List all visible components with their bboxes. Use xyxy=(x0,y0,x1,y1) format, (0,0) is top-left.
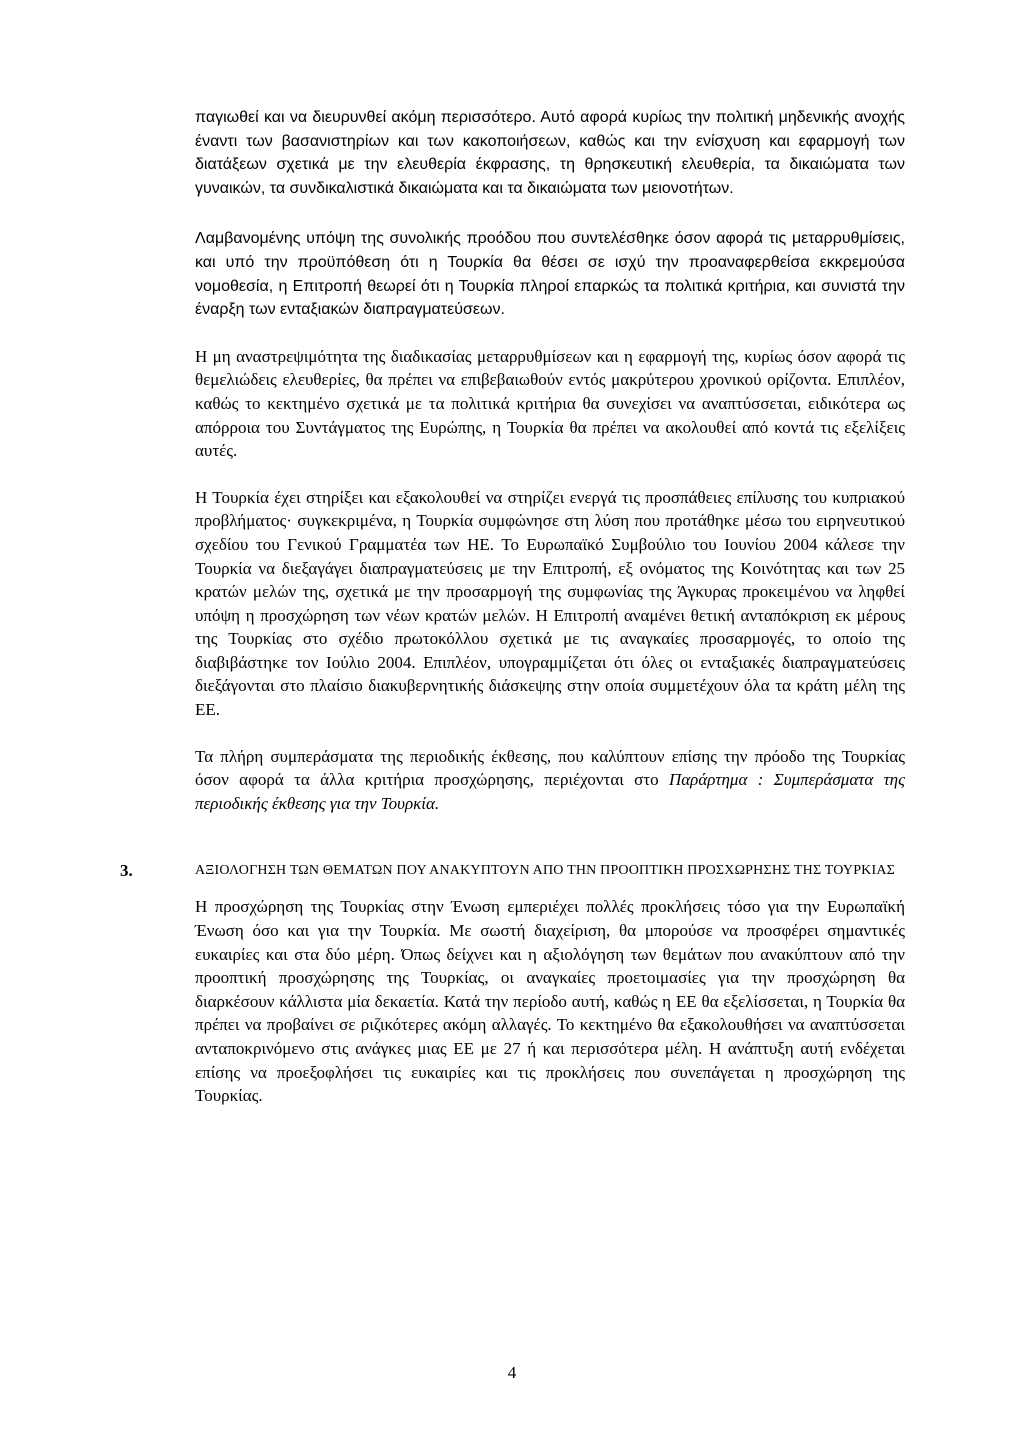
paragraph-accession-challenges: Η προσχώρηση της Τουρκίας στην Ένωση εμπεριέχει πολλές προκλήσεις τόσο για την Ευρωπαϊκή Ένωση όσο και για την Τουρκία. Με σωστή διαχείριση, θα μπορούσε να προσφέρει σημαντικές ευκαιρίες και στα δύο μέρη. Όπως δείχνει και η αξιολόγηση των θεμάτων που ανακύπτουν από την προοπτική προσχώρησης της Τουρκίας, οι αναγκαίες προετοιμασίες για την προσχώρηση θα διαρκέσουν κάλλιστα μία δεκαετία. Κατά την περίοδο αυτή, καθώς η ΕΕ θα εξελίσσεται, η Τουρκία θα πρέπει να προβαίνει σε ριζικότερες ακόμη αλλαγές. Το κεκτημένο θα εξακολουθήσει να αναπτύσσεται ανταποκρινόμενο στις ανάγκες μιας ΕΕ με 27 ή και περισσότερα μέλη. Η ανάπτυξη αυτή ενδέχεται επίσης να προεξοφλήσει τις ευκαιρίες και τις προκλήσεις που συνεπάγεται η προσχώρηση της Τουρκίας. xyxy=(195,897,905,1106)
conclusions-text: Τα πλήρη συμπεράσματα της περιοδικής έκθεσης, που καλύπτουν επίσης την πρόοδο της Τουρκίας όσον αφορά τα άλλα κριτήρια προσχώρησης, περιέχονται στο xyxy=(195,746,905,790)
document-body xyxy=(120,106,906,1131)
annex-reference: Παράρτημα : Συμπεράσματα της περιοδικής έκθεσης για την Τουρκία. xyxy=(195,770,906,813)
paragraph-fundamental-freedoms: παγιωθεί και να διευρυνθεί ακόμη περισσότερο. Αυτό αφορά κυρίως την πολιτική μηδενικής ανοχής έναντι των βασανιστηρίων και των κακοποιήσεων, καθώς και την ενίσχυση και εφαρμογή των διατάξεων σχετικά με την ελευθερία έκφρασης, τη θρησκευτική ελευθερία, τα δικαιώματα των γυναικών, τα συνδικαλιστικά δικαιώματα και τα δικαιώματα των μειονοτήτων. xyxy=(195,109,905,197)
paragraph-political-criteria: Λαμβανομένης υπόψη της συνολικής προόδου που συντελέσθηκε όσον αφορά τις μεταρρυθμίσεις, και υπό την προϋπόθεση ότι η Τουρκία θα θέσει σε ισχύ την προαναφερθείσα εκκρεμούσα νομοθεσία, η Επιτροπή θεωρεί ότι η Τουρκία πληροί επαρκώς τα πολιτικά κριτήρια, και συνιστά την έναρξη των ενταξιακών διαπραγματεύσεων. xyxy=(195,230,905,319)
section-title: ΑΞΙΟΛΟΓΗΣΗ ΤΩΝ ΘΕΜΑΤΩΝ ΠΟΥ ΑΝΑΚΥΠΤΟΥΝ ΑΠΟ ΤΗΝ ΠΡΟΟΠΤΙΚΗ ΠΡΟΣΧΩΡΗΣΗΣ ΤΗΣ ΤΟΥΡΚΙΑΣ xyxy=(195,863,896,879)
page-number: 4 xyxy=(507,1363,517,1382)
section-number: 3. xyxy=(120,861,133,881)
paragraph-conclusions xyxy=(195,745,905,816)
paragraph-irreversibility: Η μη αναστρεψιμότητα της διαδικασίας μεταρρυθμίσεων και η εφαρμογή της, κυρίως όσον αφορά τις θεμελιώδεις ελευθερίες, θα πρέπει να επιβεβαιωθούν εντός μακρύτερου χρονικού ορίζοντα. Επιπλέον, καθώς το κεκτημένο σχετικά με τα πολιτικά κριτήρια θα συνεχίσει να αναπτύσσεται, ειδικότερα ως απόρροια του Συντάγματος της Ευρώπης, η Τουρκία θα πρέπει να ακολουθεί από κοντά τις εξελίξεις αυτές. xyxy=(195,346,905,461)
paragraph-cyprus: Η Τουρκία έχει στηρίξει και εξακολουθεί να στηρίζει ενεργά τις προσπάθειες επίλυσης του κυπριακού προβλήματος· συγκεκριμένα, η Τουρκία συμφώνησε στη λύση που προτάθηκε μέσω του ειρηνευτικού σχεδίου του Γενικού Γραμματέα των ΗΕ. Το Ευρωπαϊκό Συμβούλιο του Ιουνίου 2004 κάλεσε την Τουρκία να διεξαγάγει διαπραγματεύσεις με την Επιτροπή, εξ ονόματος της Κοινότητας και των 25 κρατών μελών της, σχετικά με την προσαρμογή της συμφωνίας της Άγκυρας προκειμένου να ληφθεί υπόψη η προσχώρηση των νέων κρατών μελών. Η Επιτροπή αναμένει θετική ανταπόκριση εκ μέρους της Τουρκίας στο σχέδιο πρωτοκόλλου σχετικά με τις αναγκαίες προσαρμογές, το οποίο της διαβιβάστηκε τον Ιούλιο 2004. Επιπλέον, υπογραμμίζεται ότι όλες οι ενταξιακές διαπραγματεύσεις διεξάγονται στο πλαίσιο διακυβερνητικής διάσκεψης στην οποία συμμετέχουν όλα τα κράτη μέλη της ΕΕ. xyxy=(195,487,905,720)
section-heading xyxy=(120,859,905,883)
